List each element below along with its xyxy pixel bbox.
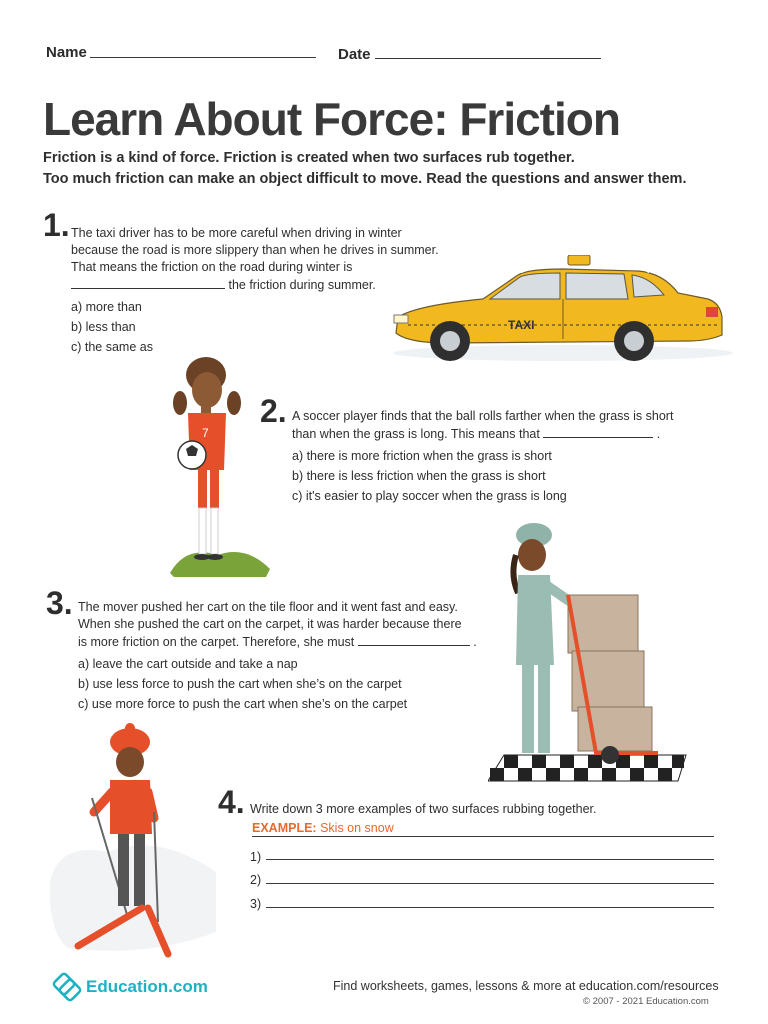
question-2-option-b[interactable]: b) there is less friction when the grass is short (292, 469, 546, 483)
example-label: EXAMPLE: (252, 821, 317, 835)
question-2-option-a[interactable]: a) there is more friction when the grass is short (292, 449, 552, 463)
face (192, 372, 222, 408)
answer-3-field[interactable] (266, 907, 714, 908)
ponytail (513, 555, 518, 593)
sock-left (199, 508, 206, 554)
question-3-blank[interactable] (358, 633, 470, 646)
pants-right (134, 834, 145, 906)
hand-truck-wheel (601, 746, 619, 764)
mover-face (518, 539, 546, 571)
question-1-text (71, 225, 439, 294)
jersey-number: 7 (202, 426, 209, 440)
taxi-front-window (490, 273, 560, 299)
shorts-left (198, 470, 207, 508)
question-3-line-3-text: is more friction on the carpet. Therefore, she must (78, 635, 355, 649)
question-3-option-b[interactable]: b) use less force to push the cart when she’s on the carpet (78, 677, 402, 691)
question-2-text (292, 408, 673, 443)
education-logo-text: Education.com (86, 977, 208, 996)
intro-line-2: Too much friction can make an object difficult to move. Read the questions and answer them. (43, 171, 687, 187)
question-4-text: Write down 3 more examples of two surfaces rubbing together. (250, 802, 597, 816)
taxi-front-hubcap (440, 331, 460, 351)
beanie-pompom (125, 723, 135, 733)
checkered-floor (488, 755, 686, 781)
question-3-options (78, 654, 407, 714)
skier-face (116, 747, 144, 777)
shoe-right (207, 554, 223, 560)
question-1-line-1: The taxi driver has to be more careful when driving in winter (71, 226, 402, 240)
question-3-option-a[interactable]: a) leave the cart outside and take a nap (78, 657, 298, 671)
question-1-line-3: That means the friction on the road during winter is (71, 260, 353, 274)
question-2-options (292, 446, 567, 506)
mover-illustration (488, 515, 690, 783)
skier-arm-left (94, 792, 112, 812)
education-logo-icon (52, 972, 82, 1002)
question-2-period: . (656, 427, 661, 441)
question-3-line-1: The mover pushed her cart on the tile floor and it went fast and easy. (78, 600, 458, 614)
question-1-line-2: because the road is more slippery than when he drives in summer. (71, 243, 439, 257)
taxi-roof-light (568, 255, 590, 265)
question-1-line-4 (71, 276, 439, 294)
question-4-number: 4. (218, 784, 245, 820)
question-3-period: . (473, 635, 477, 649)
taxi-rear-hubcap (624, 331, 644, 351)
taxi-illustration (388, 255, 734, 367)
page-title: Learn About Force: Friction (43, 93, 620, 145)
jacket (110, 780, 152, 834)
question-3-line-2: When she pushed the cart on the carpet, it was harder because there (78, 617, 462, 631)
footer-tagline[interactable]: Find worksheets, games, lessons & more at education.com/resources (333, 979, 719, 993)
question-2-number: 2. (260, 393, 287, 429)
question-2-blank[interactable] (543, 425, 653, 438)
name-label: Name (46, 44, 87, 61)
question-1-option-b[interactable]: b) less than (71, 320, 136, 334)
answer-1-field[interactable] (266, 859, 714, 860)
pigtail-right (227, 391, 241, 415)
pigtail-left (173, 391, 187, 415)
answer-2-label: 2) (250, 873, 262, 887)
question-1-option-c[interactable]: c) the same as (71, 340, 153, 354)
question-2-option-c[interactable]: c) it's easier to play soccer when the grass is long (292, 489, 567, 503)
education-logo[interactable] (52, 972, 208, 1002)
soccer-player-illustration (166, 355, 274, 580)
question-3-number: 3. (46, 585, 73, 621)
question-2-line-2 (292, 425, 673, 443)
question-3-line-3 (78, 633, 477, 651)
taxi-headlight (394, 315, 408, 323)
leg-right (538, 665, 550, 753)
shorts-right (210, 470, 219, 508)
sock-right (211, 508, 218, 554)
intro-line-1: Friction is a kind of force. Friction is created when two surfaces rub together. (43, 150, 575, 166)
leg-left (522, 665, 534, 753)
taxi-tail-light (706, 307, 718, 317)
question-3-text (78, 599, 477, 651)
question-2-line-2-text: than when the grass is long. This means that (292, 427, 540, 441)
answer-1-label: 1) (250, 850, 262, 864)
name-field[interactable] (90, 57, 316, 58)
taxi-rear-window (566, 273, 628, 299)
date-label: Date (338, 46, 371, 63)
question-1-number: 1. (43, 207, 70, 243)
taxi-sign-text: TAXI (508, 318, 535, 332)
example-underline (252, 836, 714, 837)
example-text: Skis on snow (320, 821, 394, 835)
answer-3-label: 3) (250, 897, 262, 911)
date-field[interactable] (375, 58, 601, 59)
answer-2-field[interactable] (266, 883, 714, 884)
question-1-options (71, 297, 153, 357)
question-1-line-4-text: the friction during summer. (228, 278, 376, 292)
neck (201, 405, 211, 413)
question-2-line-1: A soccer player finds that the ball rolls farther when the grass is short (292, 409, 674, 423)
pants-left (118, 834, 129, 906)
skier-illustration (48, 722, 220, 960)
question-1-blank[interactable] (71, 276, 225, 289)
example-line (252, 821, 394, 835)
question-3-option-c[interactable]: c) use more force to push the cart when she’s on the carpet (78, 697, 408, 711)
snow-mound (50, 845, 216, 950)
question-1-option-a[interactable]: a) more than (71, 300, 142, 314)
footer-copyright: © 2007 - 2021 Education.com (583, 996, 709, 1007)
